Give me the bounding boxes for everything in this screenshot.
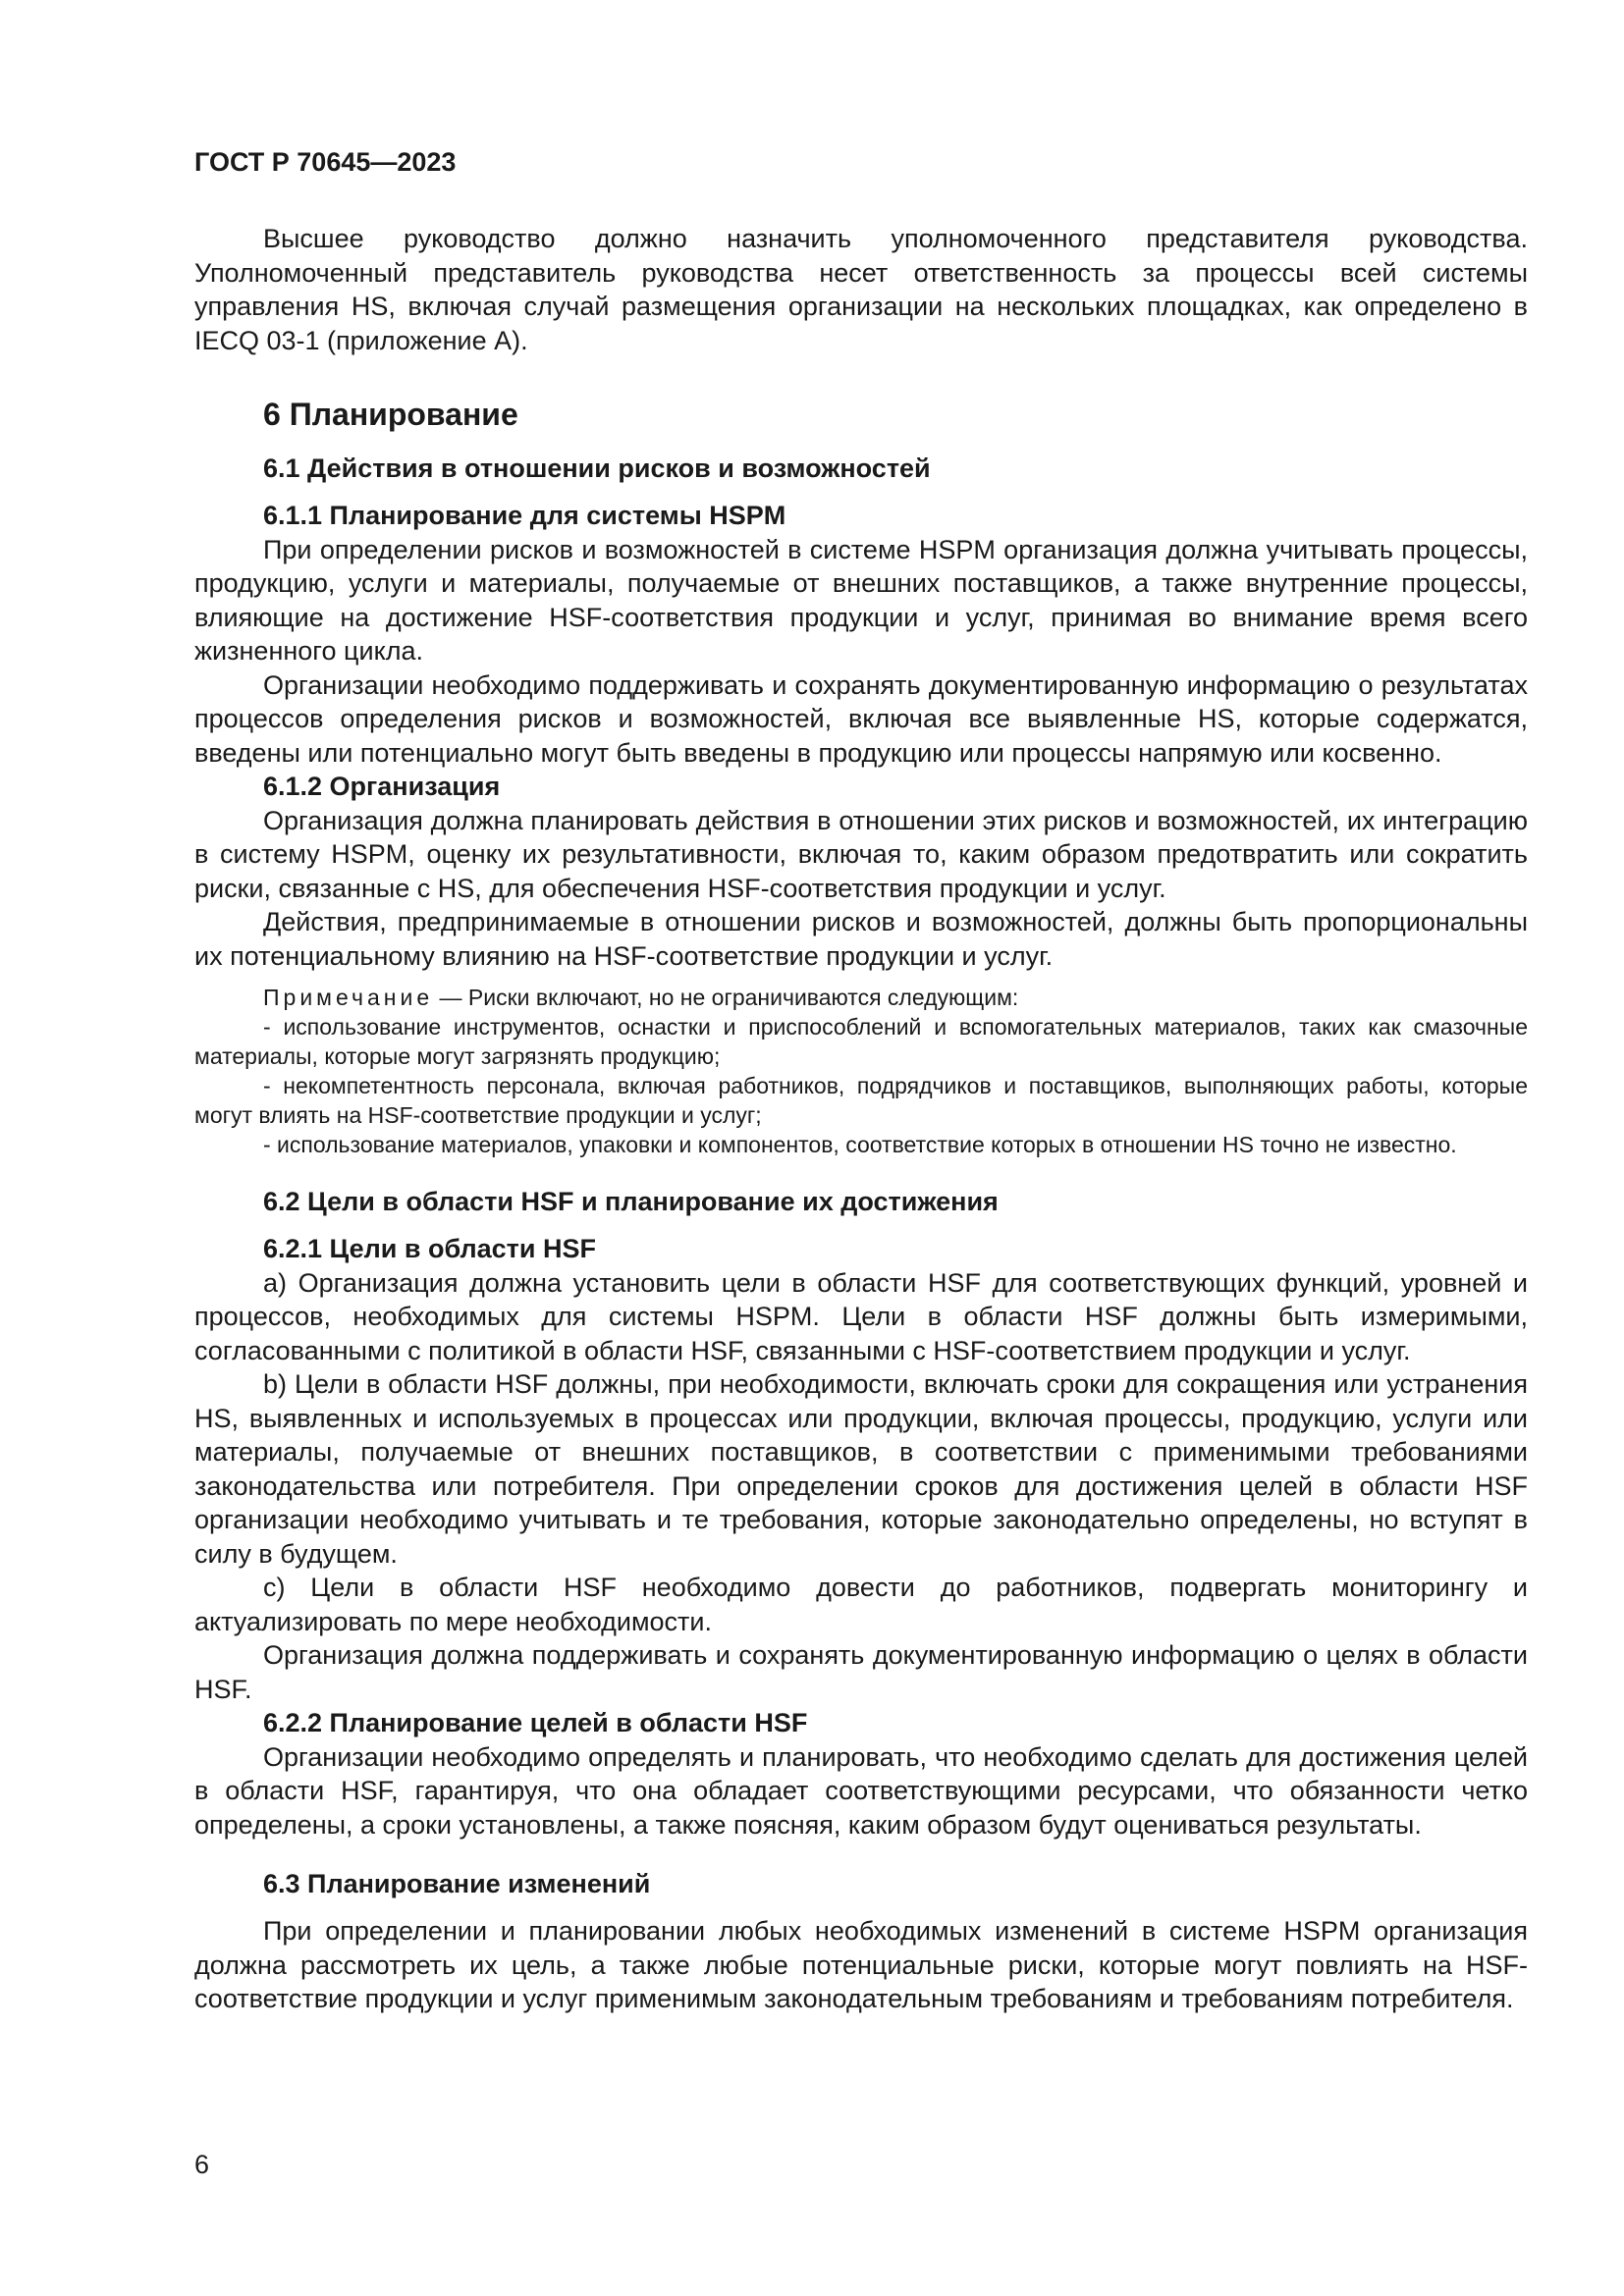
- section-6-1-title: 6.1 Действия в отношении рисков и возможностей: [263, 454, 931, 483]
- section-6-2-title: 6.2 Цели в области HSF и планирование их достижения: [263, 1187, 999, 1216]
- section-6-2-2-paragraph: Организации необходимо определять и планировать, что необходимо сделать для достижения целей в области HSF, гарантируя, что она обладает соответствующими ресурсами, что обязанности четко определены, а сроки установлены, а также поясняя, каким образом будут оцениваться результаты.: [194, 1741, 1528, 1840]
- note-intro: [194, 983, 1528, 1012]
- section-6-1-1-title: 6.1.1 Планирование для системы HSPM: [263, 501, 786, 530]
- page-number: 6: [194, 2150, 210, 2179]
- note-text: — Риски включают, но не ограничиваются следующим:: [433, 985, 1019, 1010]
- document-header: ГОСТ Р 70645—2023: [194, 147, 457, 177]
- section-6-2-1-item-a: a) Организация должна установить цели в области HSF для соответствующих функций, уровней и процессов, необходимых для системы HSPM. Цели в области HSF должны быть измеримыми, согласованными с политикой в области HSF, связанными с HSF-соответствием продукции и услуг.: [194, 1267, 1528, 1365]
- section-6-2-1-item-c: c) Цели в области HSF необходимо довести до работников, подвергать мониторингу и актуализировать по мере необходимости.: [194, 1573, 1528, 1636]
- section-6-2-1-item-b: b) Цели в области HSF должны, при необходимости, включать сроки для сокращения или устранения HS, выявленных и используемых в процессах или продукции, включая процессы, продукцию, услуги или материалы, получаемые от внешних поставщиков, в соответствии с применимыми требованиями законодательства или потребителя. При определении сроков для достижения целей в области HSF организации необходимо учитывать и те требования, которые законодательно определены, но вступят в силу в будущем.: [194, 1369, 1528, 1569]
- note-item: - использование материалов, упаковки и компонентов, соответствие которых в отношении HS точно не известно.: [263, 1132, 1457, 1157]
- note-label: Примечание: [263, 985, 434, 1010]
- section-6-1-1-paragraph-2: Организации необходимо поддерживать и сохранять документированную информацию о результатах процессов определения рисков и возможностей, включая все выявленные HS, которые содержатся, введены или потенциально могут быть введены в продукцию или процессы напрямую или косвенно.: [194, 669, 1528, 768]
- section-6-2-1-title: 6.2.1 Цели в области HSF: [263, 1234, 596, 1263]
- intro-paragraph: Высшее руководство должно назначить уполномоченного представителя руководства. Уполномоченный представитель руководства несет ответственность за процессы всей системы управления HS, включая случай размещения организации на нескольких площадках, как определено в IECQ 03-1 (приложение А).: [194, 224, 1528, 355]
- section-6-3-paragraph: При определении и планировании любых необходимых изменений в системе HSPM организация должна рассмотреть их цель, а также любые потенциальные риски, которые могут повлиять на HSF-соответствие продукции и услуг применимым законодательным требованиям и требованиям потребителя.: [194, 1916, 1528, 2013]
- note-item: - использование инструментов, оснастки и приспособлений и вспомогательных материалов, таких как смазочные материалы, которые могут загрязнять продукцию;: [194, 1014, 1528, 1069]
- section-6-1-2-paragraph-1: Организация должна планировать действия в отношении этих рисков и возможностей, их интеграцию в систему HSPM, оценку их результативности, включая то, каким образом предотвратить или сократить риски, связанные с HS, для обеспечения HSF-соответствия продукции и услуг.: [194, 805, 1528, 903]
- note-block: [194, 983, 1528, 1159]
- section-6-2-1-paragraph: Организация должна поддерживать и сохранять документированную информацию о целях в области HSF.: [194, 1640, 1528, 1704]
- section-6-1-2-paragraph-2: Действия, предпринимаемые в отношении рисков и возможностей, должны быть пропорциональны их потенциальному влиянию на HSF-соответствие продукции и услуг.: [194, 907, 1528, 971]
- section-6-title: 6 Планирование: [263, 397, 518, 432]
- section-6-1-2-title: 6.1.2 Организация: [263, 772, 501, 801]
- note-item: - некомпетентность персонала, включая работников, подрядчиков и поставщиков, выполняющих работы, которые могут влиять на HSF-соответствие продукции и услуг;: [194, 1073, 1528, 1128]
- section-6-2-2-title: 6.2.2 Планирование целей в области HSF: [263, 1708, 808, 1737]
- document-body: [194, 222, 1528, 2016]
- section-6-3-title: 6.3 Планирование изменений: [263, 1869, 651, 1898]
- section-6-1-1-paragraph-1: При определении рисков и возможностей в системе HSPM организация должна учитывать процессы, продукцию, услуги и материалы, получаемые от внешних поставщиков, а также внутренние процессы, влияющие на достижение HSF-соответствия продукции и услуг, принимая во внимание время всего жизненного цикла.: [194, 534, 1528, 666]
